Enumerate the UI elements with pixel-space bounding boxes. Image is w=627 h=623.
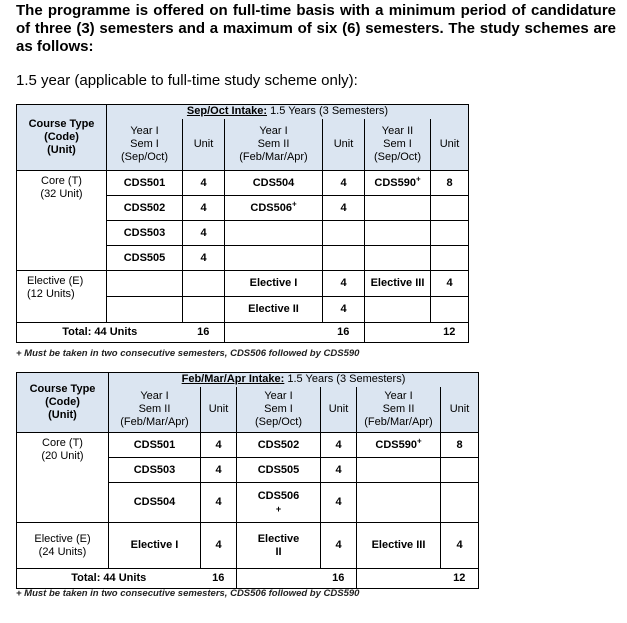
unit-header: Unit: [321, 387, 357, 433]
intake-duration: 1.5 Years (3 Semesters): [287, 373, 406, 386]
unit-value: 4: [183, 196, 225, 221]
empty-cell: [357, 458, 441, 483]
empty-cell: [431, 297, 469, 323]
total-label: Total: 44 Units: [17, 569, 201, 589]
plus-mark: +: [291, 198, 297, 208]
total-value: 16: [201, 569, 237, 589]
course-code: CDS502: [107, 196, 183, 221]
intake-duration: 1.5 Years (3 Semesters): [270, 105, 389, 118]
unit-value: 4: [183, 246, 225, 271]
course-code: CDS503: [109, 458, 201, 483]
unit-header: Unit: [201, 387, 237, 433]
empty-cell: [357, 483, 441, 523]
unit-header: Unit: [441, 387, 479, 433]
plus-mark: +: [275, 503, 282, 514]
scheme-subheading: 1.5 year (applicable to full-time study scheme only):: [16, 72, 358, 89]
total-value: 12: [431, 323, 469, 343]
course-code: CDS590+: [365, 171, 431, 196]
empty-cell: [365, 221, 431, 246]
footnote: + Must be taken in two consecutive semesters, CDS506 followed by CDS590: [16, 348, 360, 359]
empty-cell: [183, 297, 225, 323]
empty-cell: [431, 221, 469, 246]
intro-paragraph: The programme is offered on full-time basis with a minimum period of candidature of three (3) semesters and a maximum of six (6) semesters. The study schemes are as follows:: [16, 2, 616, 55]
course-code: CDS501: [107, 171, 183, 196]
elective-label: Elective (E) (24 Units): [17, 523, 109, 569]
empty-cell: [107, 297, 183, 323]
course-code: CDS502: [237, 433, 321, 458]
total-value: 16: [321, 569, 357, 589]
unit-value: 4: [321, 433, 357, 458]
unit-value: 8: [431, 171, 469, 196]
unit-value: 4: [183, 171, 225, 196]
elective-course: Elective I: [109, 523, 201, 569]
empty-cell: [225, 246, 323, 271]
unit-value: 4: [441, 523, 479, 569]
unit-value: 4: [321, 458, 357, 483]
unit-value: 4: [201, 523, 237, 569]
elective-course: Elective I: [225, 271, 323, 297]
unit-value: 4: [201, 433, 237, 458]
course-code: CDS503: [107, 221, 183, 246]
semester-header: Year I Sem II (Feb/Mar/Apr): [109, 387, 201, 433]
unit-header: Unit: [431, 119, 469, 171]
feb-mar-apr-schedule-table: [16, 372, 479, 589]
elective-course: Elective II: [237, 523, 321, 569]
empty-cell: [225, 323, 323, 343]
intake-title: Sep/Oct Intake:: [186, 105, 267, 118]
empty-cell: [365, 196, 431, 221]
empty-cell: [107, 271, 183, 297]
unit-value: 4: [323, 271, 365, 297]
unit-value: 4: [323, 297, 365, 323]
intake-title: Feb/Mar/Apr Intake:: [181, 373, 285, 386]
unit-value: 4: [201, 458, 237, 483]
core-label: Core (T) (20 Unit): [17, 433, 109, 523]
unit-value: 4: [323, 171, 365, 196]
unit-value: 4: [323, 196, 365, 221]
empty-cell: [357, 569, 441, 589]
elective-course: Elective III: [365, 271, 431, 297]
course-code: CDS505: [107, 246, 183, 271]
course-code: CDS505: [237, 458, 321, 483]
semester-header: Year II Sem I (Sep/Oct): [365, 119, 431, 171]
unit-value: 8: [441, 433, 479, 458]
elective-course: Elective II: [225, 297, 323, 323]
semester-header: Year I Sem II (Feb/Mar/Apr): [357, 387, 441, 433]
empty-cell: [365, 323, 431, 343]
unit-header: Unit: [183, 119, 225, 171]
course-type-header: Course Type (Code) (Unit): [17, 105, 107, 171]
empty-cell: [365, 297, 431, 323]
empty-cell: [365, 246, 431, 271]
total-value: 16: [183, 323, 225, 343]
core-label: Core (T) (32 Unit): [17, 171, 107, 271]
empty-cell: [323, 246, 365, 271]
unit-value: 4: [321, 523, 357, 569]
semester-header: Year I Sem I (Sep/Oct): [237, 387, 321, 433]
course-code: CDS504: [225, 171, 323, 196]
semester-header: Year I Sem II (Feb/Mar/Apr): [225, 119, 323, 171]
total-value: 12: [441, 569, 479, 589]
total-value: 16: [323, 323, 365, 343]
unit-value: 4: [201, 483, 237, 523]
intake-header: [107, 105, 469, 119]
total-label: Total: 44 Units: [17, 323, 183, 343]
elective-course: Elective III: [357, 523, 441, 569]
empty-cell: [237, 569, 321, 589]
plus-mark: +: [415, 173, 421, 183]
unit-value: 4: [321, 483, 357, 523]
sep-oct-schedule-table: [16, 104, 469, 343]
course-code: CDS501: [109, 433, 201, 458]
intake-header: [109, 373, 479, 387]
empty-cell: [441, 483, 479, 523]
empty-cell: [225, 221, 323, 246]
empty-cell: [441, 458, 479, 483]
unit-value: 4: [431, 271, 469, 297]
empty-cell: [323, 221, 365, 246]
plus-mark: +: [416, 435, 422, 445]
empty-cell: [183, 271, 225, 297]
elective-label: Elective (E) (12 Units): [17, 271, 107, 323]
footnote: + Must be taken in two consecutive semesters, CDS506 followed by CDS590: [16, 588, 360, 599]
unit-header: Unit: [323, 119, 365, 171]
course-code: CDS590+: [357, 433, 441, 458]
course-code: CDS506+: [225, 196, 323, 221]
course-type-header: Course Type (Code) (Unit): [17, 373, 109, 433]
empty-cell: [431, 246, 469, 271]
unit-value: 4: [183, 221, 225, 246]
empty-cell: [431, 196, 469, 221]
course-code: CDS506 +: [237, 483, 321, 523]
semester-header: Year I Sem I (Sep/Oct): [107, 119, 183, 171]
course-code: CDS504: [109, 483, 201, 523]
